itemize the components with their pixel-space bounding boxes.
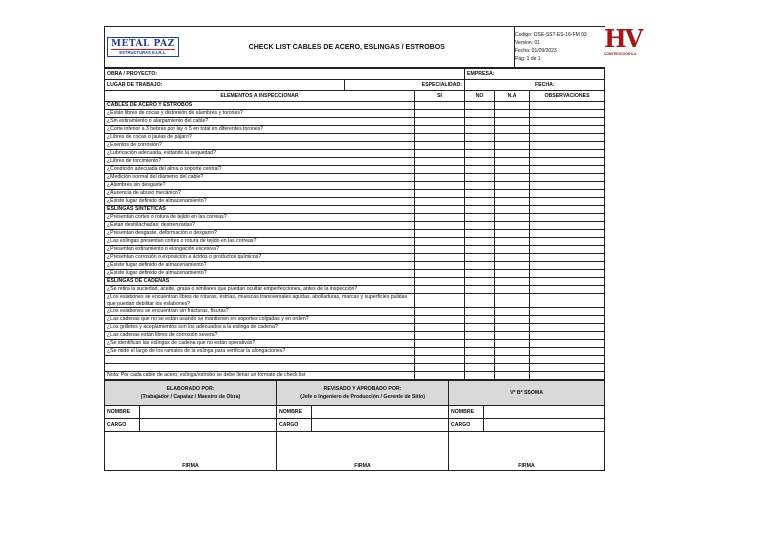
checklist-question: ¿Los eslabones se encuentran libres de roturas, estrías, muescas transversales agudas, abolladuras, marcas y superficies pulidas que puedan debilitar los eslabones? — [105, 294, 415, 308]
no-cell[interactable] — [465, 126, 495, 134]
cargo-field-2[interactable] — [312, 419, 449, 432]
checklist-body — [105, 102, 605, 372]
si-cell[interactable] — [415, 150, 465, 158]
no-cell[interactable] — [465, 332, 495, 340]
col-elements: ELEMENTOS A INSPECCIONAR — [105, 91, 415, 102]
checklist-question: ¿Lubricación adecuada, evitando la sequedad? — [105, 150, 415, 158]
si-cell[interactable] — [415, 262, 465, 270]
checklist-row — [105, 332, 605, 340]
metal-paz-logo: METAL PAZ ESTRUCTURAS E.I.R.L. — [107, 37, 179, 57]
checklist-row — [105, 158, 605, 166]
si-cell[interactable] — [415, 286, 465, 294]
checklist-question: ¿Existe lugar definido de almacenamiento? — [105, 262, 415, 270]
observaciones-cell[interactable] — [530, 110, 605, 118]
checklist-question: ¿Alambres sin desgaste? — [105, 182, 415, 190]
firma-1[interactable]: FIRMA — [105, 432, 277, 471]
checklist-row — [105, 348, 605, 356]
na-cell[interactable] — [495, 324, 530, 332]
checklist-question: ¿Medición normal del diámetro del cable? — [105, 174, 415, 182]
no-cell[interactable] — [465, 166, 495, 174]
na-cell[interactable] — [495, 150, 530, 158]
nombre-field-2[interactable] — [312, 406, 449, 419]
na-cell[interactable] — [495, 262, 530, 270]
si-cell[interactable] — [415, 158, 465, 166]
observaciones-cell[interactable] — [530, 158, 605, 166]
no-cell[interactable] — [465, 134, 495, 142]
checklist-row — [105, 308, 605, 316]
si-cell[interactable] — [415, 142, 465, 150]
si-cell[interactable] — [415, 126, 465, 134]
no-cell[interactable] — [465, 142, 495, 150]
no-cell[interactable] — [465, 308, 495, 316]
no-cell[interactable] — [465, 190, 495, 198]
signature-table — [104, 380, 605, 471]
checklist-question: ¿Las cadenas están libres de corrosión severa? — [105, 332, 415, 340]
observaciones-cell[interactable] — [530, 270, 605, 278]
si-cell[interactable] — [415, 222, 465, 230]
checklist-question: ¿Presentan corrosión o exposición a ácidos o productos químicos? — [105, 254, 415, 262]
si-cell[interactable] — [415, 340, 465, 348]
checklist-row — [105, 254, 605, 262]
na-cell[interactable] — [495, 238, 530, 246]
checklist-question: ¿Existe lugar definido de almacenamiento? — [105, 270, 415, 278]
checklist-question: ¿Existe lugar definido de almacenamiento? — [105, 198, 415, 206]
fecha-label: FECHA: — [465, 80, 605, 91]
na-cell[interactable] — [495, 174, 530, 182]
no-cell[interactable] — [465, 158, 495, 166]
checklist-question: ¿Sin estiramiento o alargamiento del cable? — [105, 118, 415, 126]
si-cell[interactable] — [415, 348, 465, 356]
empty-cell[interactable] — [415, 356, 465, 364]
na-cell[interactable] — [495, 182, 530, 190]
doc-code: Codigo: OSE-SST-ES-16-FM 03 — [515, 32, 587, 38]
cargo-field-1[interactable] — [140, 419, 277, 432]
no-cell[interactable] — [465, 262, 495, 270]
na-cell[interactable] — [495, 308, 530, 316]
observaciones-cell[interactable] — [530, 190, 605, 198]
empty-cell[interactable] — [530, 364, 605, 372]
checklist-row — [105, 324, 605, 332]
no-cell[interactable] — [465, 246, 495, 254]
si-cell[interactable] — [415, 182, 465, 190]
observaciones-cell[interactable] — [530, 166, 605, 174]
checklist-row — [105, 166, 605, 174]
observaciones-cell[interactable] — [530, 294, 605, 308]
na-cell[interactable] — [495, 222, 530, 230]
na-cell[interactable] — [495, 134, 530, 142]
observaciones-cell[interactable] — [530, 262, 605, 270]
section-title: CABLES DE ACERO Y ESTROBOS — [105, 102, 415, 110]
na-cell[interactable] — [495, 198, 530, 206]
si-cell[interactable] — [415, 270, 465, 278]
no-cell[interactable] — [465, 254, 495, 262]
observaciones-cell[interactable] — [530, 150, 605, 158]
no-cell[interactable] — [465, 150, 495, 158]
observaciones-cell[interactable] — [530, 348, 605, 356]
nombre-field-1[interactable] — [140, 406, 277, 419]
checklist-row — [105, 270, 605, 278]
nombre-label-3: NOMBRE — [449, 406, 484, 419]
observaciones-cell[interactable] — [530, 340, 605, 348]
checklist-row — [105, 246, 605, 254]
checklist-row — [105, 340, 605, 348]
observaciones-cell[interactable] — [530, 246, 605, 254]
na-cell[interactable] — [495, 254, 530, 262]
checklist-row — [105, 222, 605, 230]
no-cell[interactable] — [465, 214, 495, 222]
no-cell[interactable] — [465, 294, 495, 308]
si-cell[interactable] — [415, 324, 465, 332]
checklist-question: ¿Presentan cortes o rotura de tejido en las correas? — [105, 214, 415, 222]
empresa-label: EMPRESA: — [465, 69, 605, 80]
na-cell[interactable] — [495, 294, 530, 308]
checklist-question: ¿Se identifican las eslingas de cadena que no están operativas? — [105, 340, 415, 348]
doc-page: Pág: 1 de 1 — [515, 56, 541, 62]
no-cell[interactable] — [465, 316, 495, 324]
checklist-question: ¿Presentan estiramiento o elongación excesiva? — [105, 246, 415, 254]
lugar-label: LUGAR DE TRABAJO: — [105, 80, 345, 91]
checklist-question: ¿Libres de torcimiento? — [105, 158, 415, 166]
checklist-question: ¿Están libres de cocas y distorsión de alambres y torones? — [105, 110, 415, 118]
no-cell[interactable] — [465, 174, 495, 182]
checklist-question: ¿Exentos de corrosión? — [105, 142, 415, 150]
checklist-row — [105, 238, 605, 246]
no-cell[interactable] — [465, 348, 495, 356]
na-cell[interactable] — [495, 246, 530, 254]
empty-cell[interactable] — [495, 364, 530, 372]
especialidad-label: ESPECIALIDAD: — [345, 80, 465, 91]
note: Nota: Por cada cable de acero, eslinga/estrobo se debe llenar un formato de check list — [105, 372, 415, 380]
doc-version: Version: 01 — [515, 40, 541, 46]
na-cell[interactable] — [495, 348, 530, 356]
no-cell[interactable] — [465, 110, 495, 118]
na-cell[interactable] — [495, 158, 530, 166]
observaciones-cell[interactable] — [530, 230, 605, 238]
empty-cell[interactable] — [465, 356, 495, 364]
checklist-row — [105, 126, 605, 134]
observaciones-cell[interactable] — [530, 286, 605, 294]
obra-label: OBRA / PROYECTO: — [105, 69, 465, 80]
si-cell[interactable] — [415, 230, 465, 238]
na-cell[interactable] — [495, 340, 530, 348]
checklist-question: ¿Corte inferior a 3 hebras por lay o 5 en total en diferentes torones? — [105, 126, 415, 134]
firma-2[interactable]: FIRMA — [277, 432, 449, 471]
col-no: NO — [465, 91, 495, 102]
revisado-header: REVISADO Y APROBADO POR: (Jefe o Ingeniero de Producción / Gerente de Sitio) — [277, 381, 449, 406]
na-cell[interactable] — [495, 142, 530, 150]
no-cell[interactable] — [465, 118, 495, 126]
cargo-label-3: CARGO — [449, 419, 484, 432]
checklist-row — [105, 230, 605, 238]
col-si: SI — [415, 91, 465, 102]
cargo-label-2: CARGO — [277, 419, 312, 432]
na-cell[interactable] — [495, 286, 530, 294]
checklist-row — [105, 142, 605, 150]
observaciones-cell[interactable] — [530, 332, 605, 340]
checklist-row — [105, 294, 605, 308]
checklist-question: ¿Libres de cocas o jaulas de pájaro? — [105, 134, 415, 142]
empty-row — [105, 364, 605, 372]
checklist-question: ¿Se mide el largo de los ramales de la eslinga para verificar la alongaciones? — [105, 348, 415, 356]
header-table — [104, 26, 605, 68]
hv-logo: HV CONSTRUCCION S.A. — [604, 24, 642, 56]
si-cell[interactable] — [415, 134, 465, 142]
no-cell[interactable] — [465, 270, 495, 278]
no-cell[interactable] — [465, 340, 495, 348]
vb-ssoma-header: Vº Bº SSOMA — [449, 381, 605, 406]
na-cell[interactable] — [495, 214, 530, 222]
observaciones-cell[interactable] — [530, 238, 605, 246]
no-cell[interactable] — [465, 182, 495, 190]
section-header-row — [105, 278, 605, 286]
na-cell[interactable] — [495, 166, 530, 174]
si-cell[interactable] — [415, 190, 465, 198]
no-cell[interactable] — [465, 230, 495, 238]
checklist-question: ¿Ausencia de abuso mecánico? — [105, 190, 415, 198]
na-cell[interactable] — [495, 270, 530, 278]
si-cell[interactable] — [415, 174, 465, 182]
checklist-row — [105, 286, 605, 294]
observaciones-cell[interactable] — [530, 214, 605, 222]
checklist-row — [105, 316, 605, 324]
observaciones-cell[interactable] — [530, 222, 605, 230]
doc-meta-cell — [515, 27, 605, 68]
observaciones-cell[interactable] — [530, 308, 605, 316]
observaciones-cell[interactable] — [530, 316, 605, 324]
na-cell[interactable] — [495, 126, 530, 134]
checklist-sheet — [104, 24, 642, 471]
observaciones-cell[interactable] — [530, 142, 605, 150]
na-cell[interactable] — [495, 316, 530, 324]
checklist-row — [105, 134, 605, 142]
observaciones-cell[interactable] — [530, 254, 605, 262]
no-cell[interactable] — [465, 324, 495, 332]
empty-cell[interactable] — [495, 356, 530, 364]
no-cell[interactable] — [465, 286, 495, 294]
checklist-question: ¿Se retira la suciedad, aceite, grasa o similares que puedan ocultar emperfecciones, antes de la inspección? — [105, 286, 415, 294]
empty-cell[interactable] — [530, 356, 605, 364]
observaciones-cell[interactable] — [530, 118, 605, 126]
checklist-row — [105, 262, 605, 270]
si-cell[interactable] — [415, 316, 465, 324]
observaciones-cell[interactable] — [530, 182, 605, 190]
nombre-field-3[interactable] — [484, 406, 605, 419]
checklist-question: ¿Condición adecuada del alma o soporte central? — [105, 166, 415, 174]
page-title: CHECK LIST CABLES DE ACERO, ESLINGAS / ESTROBOS — [180, 27, 515, 68]
section-header-row — [105, 206, 605, 214]
no-cell[interactable] — [465, 238, 495, 246]
si-cell[interactable] — [415, 166, 465, 174]
na-cell[interactable] — [495, 190, 530, 198]
checklist-question: ¿Los grilletes y acoplamientos son los adecuados a la eslinga de cadena? — [105, 324, 415, 332]
section-header-row — [105, 102, 605, 110]
observaciones-cell[interactable] — [530, 198, 605, 206]
empty-cell[interactable] — [465, 364, 495, 372]
left-logo-cell — [105, 27, 180, 68]
checklist-question: ¿Presentan desgaste, deformación o desgarro? — [105, 230, 415, 238]
checklist-question: ¿Las eslingas presentan cortes o rotura de tejido en las correas? — [105, 238, 415, 246]
checklist-row — [105, 182, 605, 190]
observaciones-cell[interactable] — [530, 134, 605, 142]
checklist-table — [104, 68, 605, 380]
observaciones-cell[interactable] — [530, 174, 605, 182]
section-title: ESLINGAS SINTETICAS — [105, 206, 415, 214]
na-cell[interactable] — [495, 118, 530, 126]
si-cell[interactable] — [415, 308, 465, 316]
checklist-question: ¿Estan deshilachadas; destrenzadas? — [105, 222, 415, 230]
elaborado-header: ELABORADO POR: (Trabajador / Capataz / Maestro de Obra) — [105, 381, 277, 406]
checklist-row — [105, 214, 605, 222]
cargo-field-3[interactable] — [484, 419, 605, 432]
si-cell[interactable] — [415, 118, 465, 126]
section-title: ESLINGAS DE CADENAS — [105, 278, 415, 286]
cargo-label-1: CARGO — [105, 419, 140, 432]
firma-3[interactable]: FIRMA — [449, 432, 605, 471]
si-cell[interactable] — [415, 254, 465, 262]
observaciones-cell[interactable] — [530, 126, 605, 134]
si-cell[interactable] — [415, 246, 465, 254]
doc-date: Fecha: 01/09/2023 — [515, 48, 557, 54]
si-cell[interactable] — [415, 332, 465, 340]
checklist-row — [105, 118, 605, 126]
checklist-row — [105, 198, 605, 206]
checklist-row — [105, 190, 605, 198]
checklist-question: ¿Las cadenas que no se están usando se mantienen en soportes colgadas y en orden? — [105, 316, 415, 324]
si-cell[interactable] — [415, 294, 465, 308]
empty-row — [105, 356, 605, 364]
observaciones-cell[interactable] — [530, 324, 605, 332]
checklist-row — [105, 174, 605, 182]
na-cell[interactable] — [495, 110, 530, 118]
checklist-row — [105, 150, 605, 158]
si-cell[interactable] — [415, 238, 465, 246]
empty-cell[interactable] — [415, 364, 465, 372]
si-cell[interactable] — [415, 214, 465, 222]
na-cell[interactable] — [495, 230, 530, 238]
na-cell[interactable] — [495, 332, 530, 340]
si-cell[interactable] — [415, 198, 465, 206]
checklist-row — [105, 110, 605, 118]
no-cell[interactable] — [465, 222, 495, 230]
nombre-label-1: NOMBRE — [105, 406, 140, 419]
col-na: N.A — [495, 91, 530, 102]
col-obs: OBSERVACIONES — [530, 91, 605, 102]
checklist-question: ¿Los eslabones se encuentran sin fracturas, fisuras? — [105, 308, 415, 316]
si-cell[interactable] — [415, 110, 465, 118]
nombre-label-2: NOMBRE — [277, 406, 312, 419]
no-cell[interactable] — [465, 198, 495, 206]
